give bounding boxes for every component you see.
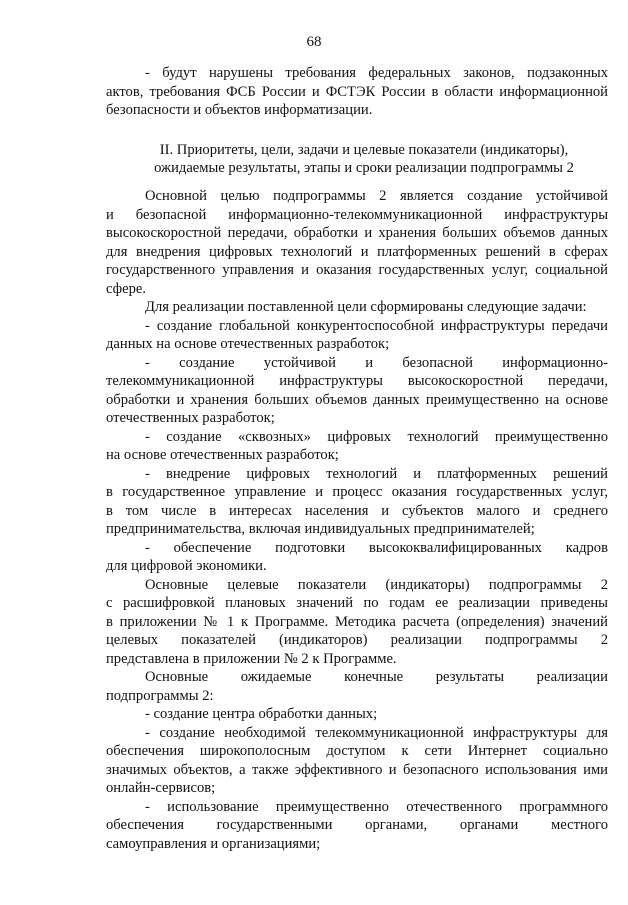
text-line: телекоммуникационной инфраструктуры высокоскоростной передачи, — [106, 373, 608, 389]
text-line: с расшифровкой плановых значений по годам ее реализации приведены — [106, 595, 608, 611]
text-line: - создание центра обработки данных; — [145, 706, 378, 722]
text-line: подпрограммы 2: — [106, 688, 214, 704]
text-line: - создание устойчивой и безопасной информационно- — [145, 355, 608, 371]
text-line: в приложении № 1 к Программе. Методика расчета (определения) значений — [106, 614, 608, 630]
text-line: сфере. — [106, 281, 147, 297]
page-number: 68 — [306, 34, 322, 50]
text-line: значимых объектов, а также эффективного и безопасного использования ими — [106, 762, 608, 778]
text-line: Основные ожидаемые конечные результаты реализации — [145, 669, 608, 685]
text-line: - использование преимущественно отечественного программного — [145, 799, 608, 815]
text-line: предпринимательства, включая индивидуальных предпринимателей; — [106, 521, 535, 537]
text-line: - создание необходимой телекоммуникационной инфраструктуры для — [145, 725, 608, 741]
text-line: обработки и хранения больших объемов данных преимущественно на основе — [106, 392, 608, 408]
text-line: Основные целевые показатели (индикаторы) подпрограммы 2 — [145, 577, 608, 593]
text-line: безопасности и объектов информатизации. — [106, 102, 373, 118]
text-line: и безопасной информационно-телекоммуникационной инфраструктуры — [106, 207, 608, 223]
text-line: на основе отечественных разработок; — [106, 447, 339, 463]
text-line: актов, требования ФСБ России и ФСТЭК России в области информационной — [106, 84, 608, 100]
text-line: онлайн-сервисов; — [106, 780, 216, 796]
text-line: - обеспечение подготовки высококвалифицированных кадров — [145, 540, 608, 556]
text-line: государственного управления и оказания государственных услуг, социальной — [106, 262, 608, 278]
text-line: ожидаемые результаты, этапы и сроки реализации подпрограммы 2 — [154, 160, 574, 176]
text-line: Основной целью подпрограммы 2 является создание устойчивой — [145, 188, 608, 204]
text-line: для внедрения цифровых технологий и платформенных решений в сферах — [106, 244, 608, 260]
text-line: обеспечения широкополосным доступом к сети Интернет социально — [106, 743, 608, 759]
text-line: представлена в приложении № 2 к Программе. — [106, 651, 397, 667]
text-line: II. Приоритеты, цели, задачи и целевые показатели (индикаторы), — [159, 142, 569, 158]
text-line: для цифровой экономики. — [106, 558, 267, 574]
text-line: Для реализации поставленной цели сформированы следующие задачи: — [145, 299, 587, 315]
text-line: данных на основе отечественных разработок; — [106, 336, 390, 352]
text-line: в государственное управление и процесс оказания государственных услуг, — [106, 484, 608, 500]
text-line: целевых показателей (индикаторов) реализации подпрограммы 2 — [106, 632, 608, 648]
text-line: обеспечения государственными органами, органами местного — [106, 817, 608, 833]
text-line: отечественных разработок; — [106, 410, 275, 426]
text-line: - внедрение цифровых технологий и платформенных решений — [145, 466, 608, 482]
text-line: самоуправления и организациями; — [106, 836, 321, 852]
text-line: - создание «сквозных» цифровых технологий преимущественно — [145, 429, 608, 445]
text-line: высокоскоростной передачи, обработки и хранения больших объемов данных — [106, 225, 608, 241]
text-line: - будут нарушены требования федеральных законов, подзаконных — [145, 65, 608, 81]
text-line: - создание глобальной конкурентоспособной инфраструктуры передачи — [145, 318, 608, 334]
text-line: в том числе в интересах населения и субъектов малого и среднего — [106, 503, 608, 519]
